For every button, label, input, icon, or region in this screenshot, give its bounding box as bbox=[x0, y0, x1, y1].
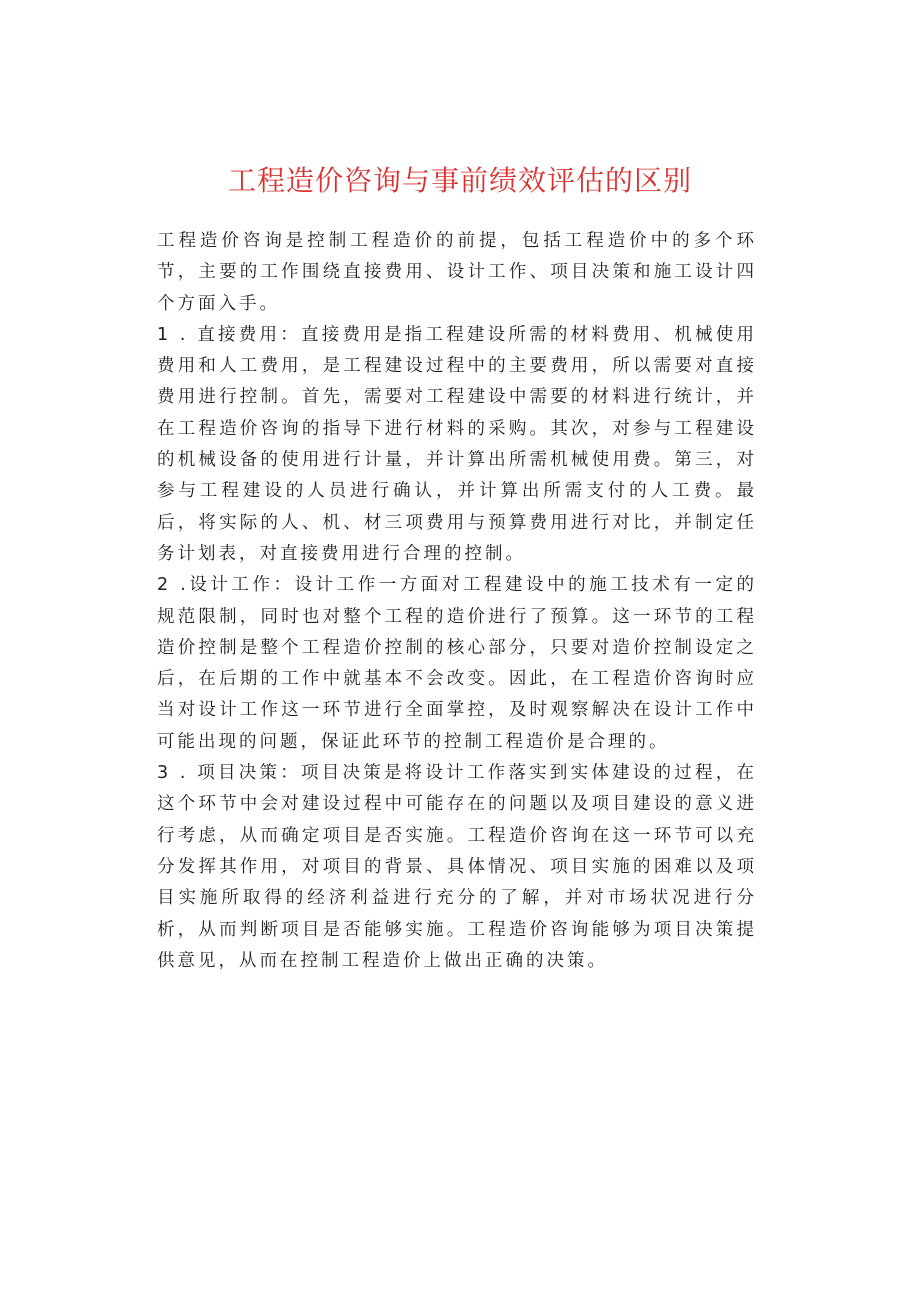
paragraph-direct-costs: 1 . 直接费用：直接费用是指工程建设所需的材料费用、机械使用费用和人工费用，是工程建设过程中的主要费用，所以需要对直接费用进行控制。首先，需要对工程建设中需要的材料进行统计，并在工程造价咨询的指导下进行材料的采购。其次，对参与工程建设的机械设备的使用进行计量，并计算出所需机械使用费。第三，对参与工程建设的人员进行确认，并计算出所需支付的人工费。最后，将实际的人、机、材三项费用与预算费用进行对比，并制定任务计划表，对直接费用进行合理的控制。 bbox=[157, 324, 757, 564]
document-body bbox=[157, 226, 757, 977]
paragraph-intro: 工程造价咨询是控制工程造价的前提，包括工程造价中的多个环节，主要的工作围绕直接费用、设计工作、项目决策和施工设计四个方面入手。 bbox=[157, 231, 757, 314]
paragraph-design-work: 2 .设计工作：设计工作一方面对工程建设中的施工技术有一定的规范限制，同时也对整个工程的造价进行了预算。这一环节的工程造价控制是整个工程造价控制的核心部分，只要对造价控制设定之后，在后期的工作中就基本不会改变。因此，在工程造价咨询时应当对设计工作这一环节进行全面掌控，及时观察解决在设计工作中可能出现的问题，保证此环节的控制工程造价是合理的。 bbox=[157, 575, 757, 752]
document-title: 工程造价咨询与事前绩效评估的区别 bbox=[227, 164, 692, 197]
paragraph-project-decision: 3 . 项目决策：项目决策是将设计工作落实到实体建设的过程，在这个环节中会对建设过程中可能存在的问题以及项目建设的意义进行考虑，从而确定项目是否实施。工程造价咨询在这一环节可以充分发挥其作用，对项目的背景、具体情况、项目实施的困难以及项目实施所取得的经济利益进行充分的了解，并对市场状况进行分析，从而判断项目是否能够实施。工程造价咨询能够为项目决策提供意见，从而在控制工程造价上做出正确的决策。 bbox=[157, 763, 757, 971]
